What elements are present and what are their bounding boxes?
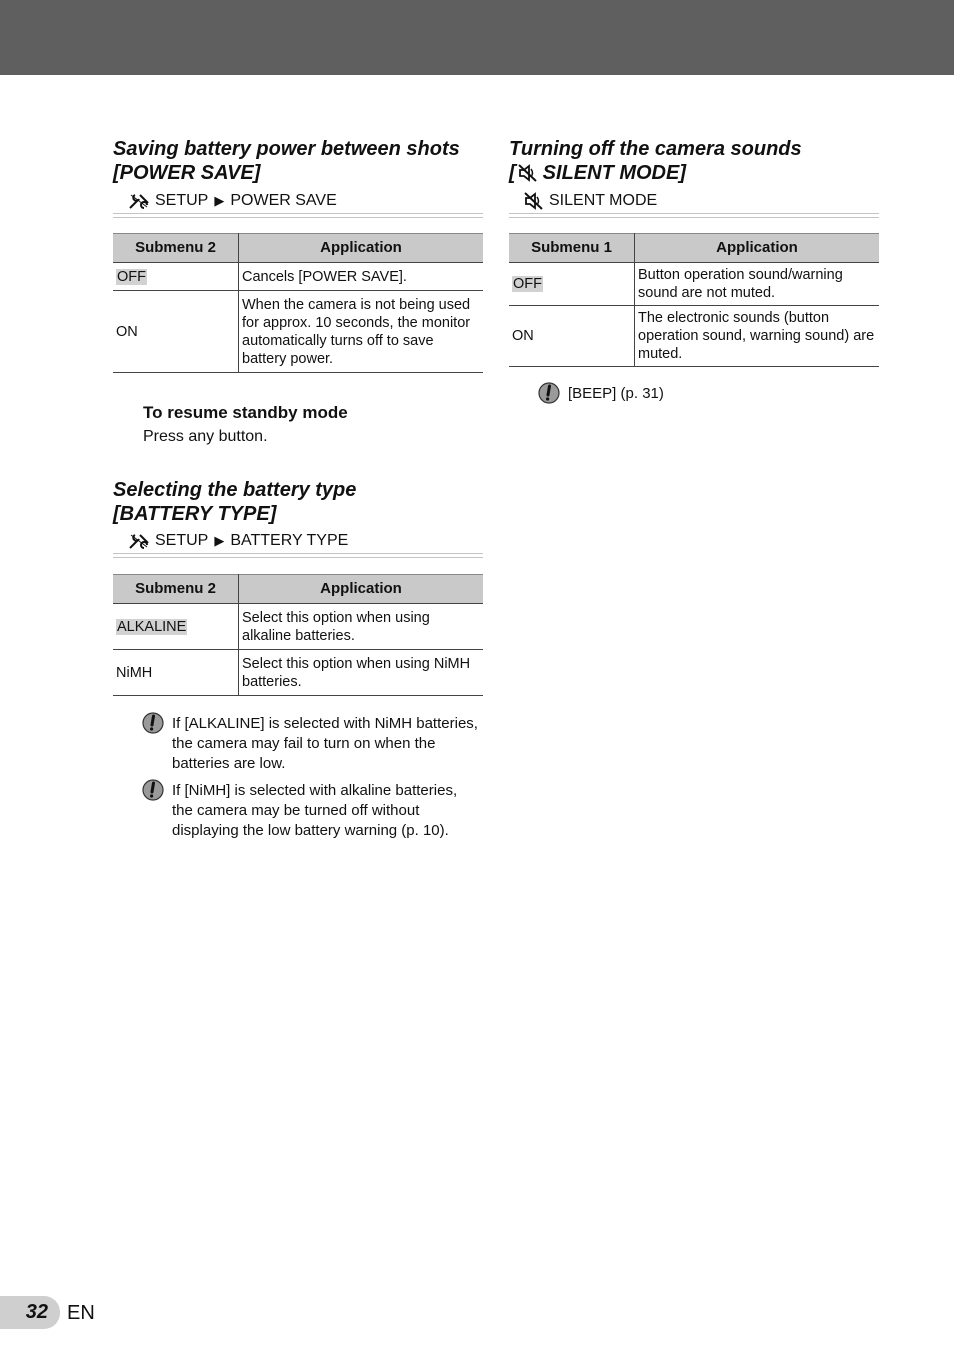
speaker-muted-icon	[523, 192, 545, 210]
page-language: EN	[67, 1302, 95, 1324]
silent-mode-title-bracket: [	[509, 162, 516, 184]
description-cell: When the camera is not being used for approx. 10 seconds, the monitor automatically turns off to save battery power.	[239, 291, 484, 373]
description-cell: Cancels [POWER SAVE].	[239, 263, 484, 291]
table-row	[113, 650, 483, 696]
power-save-table	[113, 233, 483, 373]
speaker-muted-icon	[517, 163, 539, 183]
table-header-row	[113, 575, 483, 604]
description-cell: The electronic sounds (button operation sound, warning sound) are muted.	[635, 306, 880, 367]
table-header-application: Application	[239, 234, 484, 263]
option-cell: ON	[113, 291, 239, 373]
battery-type-table	[113, 574, 483, 696]
option-cell: ON	[509, 306, 635, 367]
silent-mode-table	[509, 233, 879, 367]
silent-mode-title-line1: Turning off the camera sounds	[509, 138, 802, 160]
battery-note-1	[142, 712, 482, 774]
option-cell	[113, 604, 239, 650]
table-row	[509, 306, 879, 367]
table-header-application: Application	[635, 234, 880, 263]
caution-icon	[142, 779, 164, 801]
power-save-title	[113, 137, 483, 185]
table-header-application: Application	[239, 575, 484, 604]
option-cell	[509, 263, 635, 306]
page-number: 32	[0, 1296, 60, 1329]
battery-type-menu-path	[113, 529, 483, 554]
right-triangle-icon: ▶	[214, 193, 225, 208]
caution-icon	[142, 712, 164, 734]
silent-note-1	[538, 382, 878, 408]
battery-type-title-line2: [BATTERY TYPE]	[113, 503, 277, 525]
power-save-path-item: POWER SAVE	[230, 192, 337, 209]
battery-note-2	[142, 779, 482, 841]
setup-wrench-icon	[127, 532, 151, 550]
battery-type-path-item: BATTERY TYPE	[230, 532, 349, 549]
silent-mode-menu-path	[509, 189, 879, 214]
resume-standby-text: Press any button.	[143, 428, 268, 445]
silent-note-1-text: [BEEP] (p. 31)	[568, 385, 664, 402]
caution-icon	[538, 382, 560, 404]
battery-type-title-line1: Selecting the battery type	[113, 479, 357, 501]
battery-note-1-text: If [ALKALINE] is selected with NiMH batteries, the camera may fail to turn on when the batteries are low.	[172, 715, 478, 772]
power-save-path-setup: SETUP	[155, 192, 209, 209]
default-option-off: OFF	[117, 268, 146, 285]
power-save-menu-path	[113, 189, 483, 214]
silent-mode-path-item: SILENT MODE	[549, 192, 658, 209]
default-option-off: OFF	[513, 276, 542, 292]
description-cell: Select this option when using NiMH batteries.	[239, 650, 484, 696]
silent-mode-title-line2: SILENT MODE]	[542, 162, 687, 184]
table-header-row	[113, 234, 483, 263]
table-row	[113, 291, 483, 373]
left-column	[113, 0, 483, 1357]
right-triangle-icon: ▶	[214, 533, 225, 548]
table-header-row	[509, 234, 879, 263]
resume-standby-heading: To resume standby mode	[143, 403, 348, 422]
setup-wrench-icon	[127, 192, 151, 210]
description-cell: Button operation sound/warning sound are not muted.	[635, 263, 880, 306]
table-row	[509, 263, 879, 306]
right-column	[509, 0, 879, 1357]
table-row	[113, 604, 483, 650]
default-option-alkaline: ALKALINE	[117, 618, 187, 635]
battery-note-2-text: If [NiMH] is selected with alkaline batteries, the camera may be turned off without displaying the low battery warning (p. 10).	[172, 782, 458, 839]
battery-type-path-setup: SETUP	[155, 532, 209, 549]
silent-mode-title	[509, 137, 879, 185]
option-cell	[113, 263, 239, 291]
silent-mode-title-line2-wrap	[509, 161, 879, 185]
power-save-title-line2: [POWER SAVE]	[113, 162, 261, 184]
power-save-title-line1: Saving battery power between shots	[113, 138, 460, 160]
table-header-submenu: Submenu 1	[509, 234, 635, 263]
battery-type-title	[113, 478, 483, 526]
table-row	[113, 263, 483, 291]
description-cell: Select this option when using alkaline batteries.	[239, 604, 484, 650]
table-header-submenu: Submenu 2	[113, 575, 239, 604]
table-header-submenu: Submenu 2	[113, 234, 239, 263]
option-cell: NiMH	[113, 650, 239, 696]
